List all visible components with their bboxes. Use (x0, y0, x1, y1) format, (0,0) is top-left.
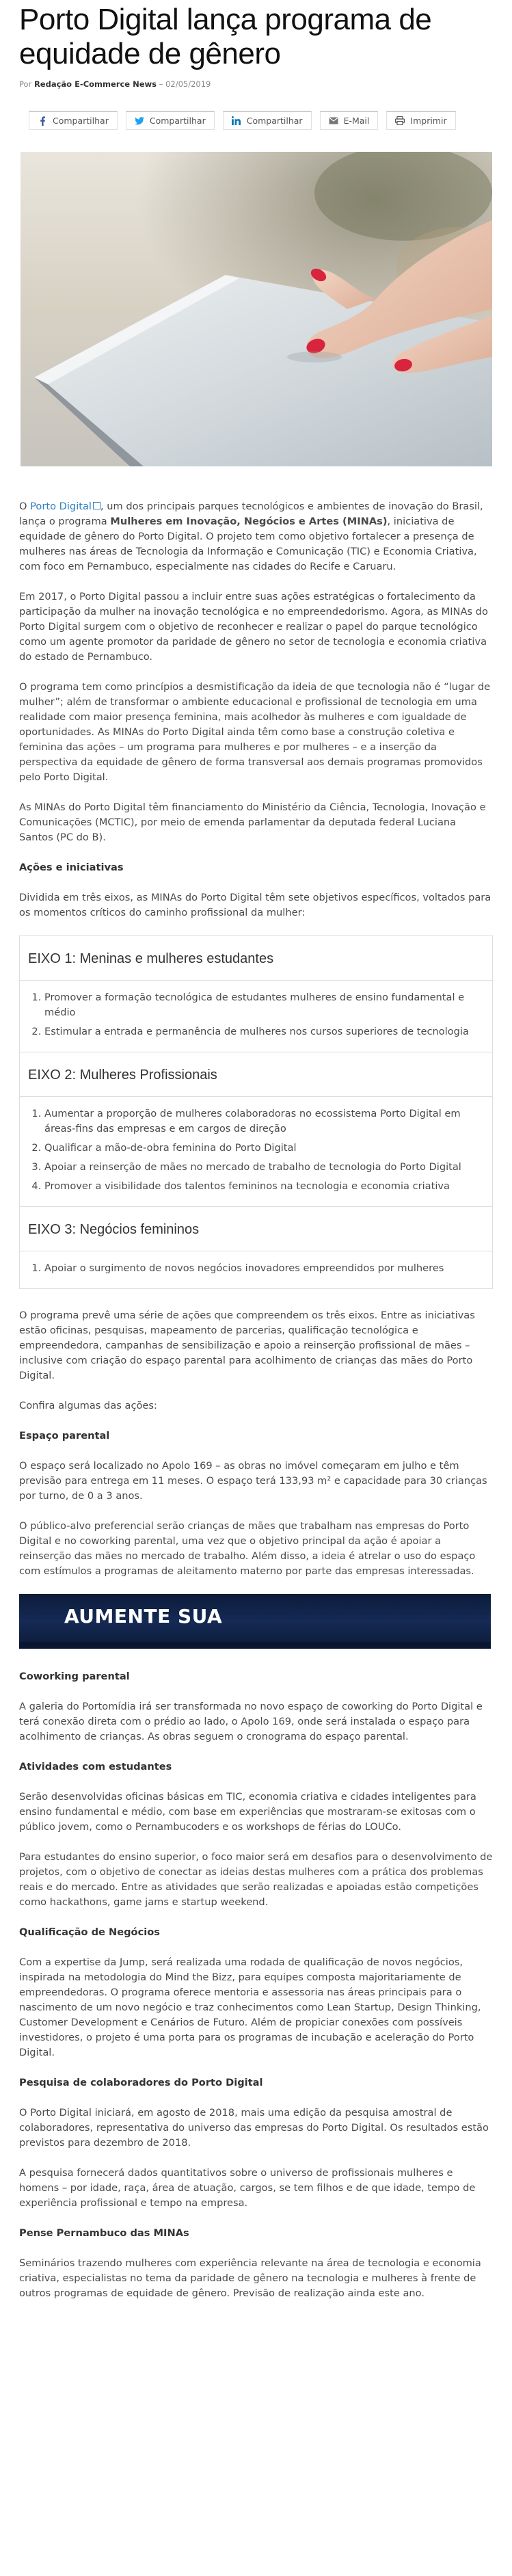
espaco-parental-paragraph-1: O espaço será localizado no Apolo 169 – as obras no imóvel começaram em julho e têm previsão para entrega em 11 meses. O espaço terá 133,93 m² e capacidade para 30 crianças por turno, de 0 a 3 anos. (19, 1460, 487, 1502)
twitter-icon (135, 116, 144, 126)
acoes-summary: O programa prevê uma série de ações que compreendem os três eixos. Entre as iniciativas estão oficinas, pesquisas, mapeamento de parcerias, qualificação tecnológica e empreendedora, campanhas de sensibilização e apoio a reinserção profissional de mães – inclusive com criação do espaço parental para acolhimento de crianças das mães do Porto Digital. (19, 1310, 475, 1381)
minas-program-name: Mulheres em Inovação, Negócios e Artes (MINAs) (110, 516, 388, 527)
atividades-heading: Atividades com estudantes (19, 1761, 172, 1772)
eixo-2-title: EIXO 2: Mulheres Profissionais (20, 1052, 492, 1097)
article-meta (19, 79, 493, 89)
external-link-icon (93, 502, 100, 509)
coworking-heading: Coworking parental (19, 1671, 130, 1682)
print-icon (395, 116, 405, 126)
atividades-paragraph-1: Serão desenvolvidas oficinas básicas em TIC, economia criativa e cidades inteligentes para ensino fundamental e médio, com base em experiências que mostraram-se exitosas com o público jovem, como o Pernambucoders e os workshops de férias do LOUCo. (19, 1791, 476, 1833)
eixo-2-item: 1. Aumentar a proporção de mulheres colaboradoras no ecossistema Porto Digital em áreas-fins das empresas e em cargos de direção (44, 1106, 480, 1137)
intro-paragraph-4: As MINAs do Porto Digital têm financiamento do Ministério da Ciência, Tecnologia, Inovação e Comunicações (MCTIC), por meio de emenda parlamentar da deputada federal Luciana Santos (PC do B). (19, 801, 486, 843)
meta-separator: – (159, 79, 163, 89)
qualificacao-paragraph: Com a expertise da Jump, será realizada uma rodada de qualificação de novos negócios, inspirada na metodologia do Mind the Bizz, para equipes composta majoritariamente de empreendedoras. O programa oferece mentoria e assessoria nas áreas principais para o nascimento de um novo negócio e traz conhecimentos como Lean Startup, Design Thinking, Customer Development e Cenários de Futuro. Além de propiciar conexões com possíveis investidores, o projeto é uma porta para os programas de incubação e aceleração do Porto Digital. (19, 1956, 481, 2058)
eixo-2-item: 4. Promover a visibilidade dos talentos femininos na tecnologia e economia criativa (44, 1179, 480, 1194)
share-print-button[interactable] (386, 111, 455, 130)
intro-paragraph-2: Em 2017, o Porto Digital passou a incluir entre suas ações estratégicas o fortalecimento da participação da mulher na inovação tecnológica e no empreendedorismo. Agora, as MINAs do Porto Digital surgem com o objetivo de reconhecer e realizar o papel do parque tecnológico como um agente promotor da paridade de gênero no setor de tecnologia e economia criativa do estado de Pernambuco. (19, 591, 488, 663)
coworking-paragraph: A galeria do Portomídia irá ser transformada no novo espaço de coworking do Porto Digital e terá conexão direta com o prédio ao lado, o Apolo 169, onde será instalada o espaço para acolhimento de crianças. As obras seguem o cronograma do espaço parental. (19, 1701, 483, 1742)
espaco-parental-paragraph-2: O público-alvo preferencial serão crianças de mães que trabalham nas empresas do Porto Digital e no coworking parental, uma vez que o objetivo principal da ação é apoiar a reinserção das mães no mercado de trabalho. Além disso, a ideia é atrelar o uso do espaço com estímulos a programas de aleitamento materno por parte das empresas interessadas. (19, 1520, 476, 1577)
share-facebook-label: Compartilhar (53, 116, 109, 126)
pense-paragraph: Seminários trazendo mulheres com experiência relevante na área de tecnologia e economia criativa, especialistas no tema da paridade de gênero na tecnologia e mulheres à frente de outros programas de equidade de gênero. Previsão de realização ainda este ano. (19, 2257, 481, 2299)
espaco-parental-heading: Espaço parental (19, 1430, 110, 1442)
hero-image (21, 152, 492, 466)
pense-heading: Pense Pernambuco das MINAs (19, 2227, 189, 2239)
acoes-heading: Ações e iniciativas (19, 862, 124, 873)
share-facebook-button[interactable] (29, 111, 118, 130)
eixo-2-item: 3. Apoiar a reinserção de mães no mercado de trabalho de tecnologia do Porto Digital (44, 1160, 480, 1175)
eixos-box (19, 935, 493, 1289)
advertising-banner[interactable] (19, 1594, 491, 1649)
banner-text: AUMENTE SUA (64, 1605, 223, 1628)
eixo-3-list (20, 1251, 492, 1288)
eixo-3-item: 1. Apoiar o surgimento de novos negócios inovadores empreendidos por mulheres (44, 1261, 480, 1276)
author-link[interactable]: Redação E-Commerce News (33, 79, 157, 89)
facebook-icon (38, 116, 47, 126)
qualificacao-heading: Qualificação de Negócios (19, 1926, 160, 1938)
intro-paragraph-3: O programa tem como princípios a desmistificação da ideia de que tecnologia não é “lugar de mulher”; além de transformar o ambiente educacional e profissional de tecnologia em uma realidade com maior presença feminina, mais acolhedor às mulheres e com igualdade de oportunidades. As MINAs do Porto Digital ainda têm como base a construção coletiva e feminina das ações – um programa para mulheres e por mulheres – e a inserção da perspectiva da equidade de gênero de forma transversal aos demais programas promovidos pelo Porto Digital. (19, 681, 491, 783)
article-body (19, 499, 493, 2301)
article-date: 02/05/2019 (165, 79, 211, 89)
email-icon (329, 116, 338, 126)
eixo-2-list (20, 1097, 492, 1206)
linkedin-icon (232, 116, 241, 126)
porto-digital-link-text: Porto Digital (30, 501, 92, 512)
porto-digital-link[interactable] (30, 501, 100, 512)
meta-prefix: Por (19, 79, 32, 89)
pesquisa-heading: Pesquisa de colaboradores do Porto Digital (19, 2077, 263, 2088)
intro-text-b: , um dos principais parques tecnológicos e ambientes de inovação do Brasil, lança o programa (19, 501, 483, 527)
eixo-1-item: 1. Promover a formação tecnológica de estudantes mulheres de ensino fundamental e médio (44, 990, 480, 1020)
confira-text: Confira algumas das ações: (19, 1400, 157, 1411)
article-title: Porto Digital lança programa de equidade de gênero (19, 3, 432, 70)
share-email-label: E-Mail (343, 116, 370, 126)
eixo-3-title: EIXO 3: Negócios femininos (20, 1206, 492, 1251)
share-twitter-button[interactable] (126, 111, 215, 130)
share-bar (29, 111, 493, 130)
share-email-button[interactable] (320, 111, 379, 130)
share-linkedin-button[interactable] (223, 111, 312, 130)
intro-text-a: O (19, 501, 31, 512)
intro-text-c: , iniciativa de equidade de gênero do Porto Digital. O projeto tem como objetivo fortalecer a presença de mulheres nas áreas de Tecnologia da Informação e Comunicação (TIC) e Economia Criativa, com foco em Pernambuco, especialmente nas cidades do Recife e Caruaru. (19, 516, 477, 572)
pesquisa-paragraph-2: A pesquisa fornecerá dados quantitativos sobre o universo de profissionais mulheres e homens – por idade, raça, área de atuação, cargos, se tem filhos e de que idade, tempo de experiência profissional e tempo na empresa. (19, 2167, 476, 2209)
share-linkedin-label: Compartilhar (246, 116, 303, 126)
acoes-intro: Dividida em três eixos, as MINAs do Porto Digital têm sete objetivos específicos, voltados para os momentos críticos do caminho profissional da mulher: (19, 892, 491, 918)
eixo-2-item: 2. Qualificar a mão-de-obra feminina do Porto Digital (44, 1141, 480, 1156)
banner-stripe (19, 1642, 491, 1649)
pesquisa-paragraph-1: O Porto Digital iniciará, em agosto de 2018, mais uma edição da pesquisa amostral de colaboradores, representativa do universo das empresas do Porto Digital. Os resultados estão previstos para dezembro de 2018. (19, 2107, 489, 2149)
eixo-1-item: 2. Estimular a entrada e permanência de mulheres nos cursos superiores de tecnologia (44, 1024, 480, 1039)
intro-paragraph-1 (19, 499, 493, 574)
share-twitter-label: Compartilhar (149, 116, 206, 126)
eixo-1-list (20, 981, 492, 1052)
eixo-1-title: EIXO 1: Meninas e mulheres estudantes (20, 936, 492, 981)
atividades-paragraph-2: Para estudantes do ensino superior, o foco maior será em desafios para o desenvolvimento de projetos, com o objetivo de conectar as ideias destas mulheres com a prática dos problemas reais e do mercado. Entre as atividades que serão realizadas e apoiadas estão competições como hackathons, game jams e startup weekend. (19, 1851, 493, 1908)
share-print-label: Imprimir (410, 116, 447, 126)
